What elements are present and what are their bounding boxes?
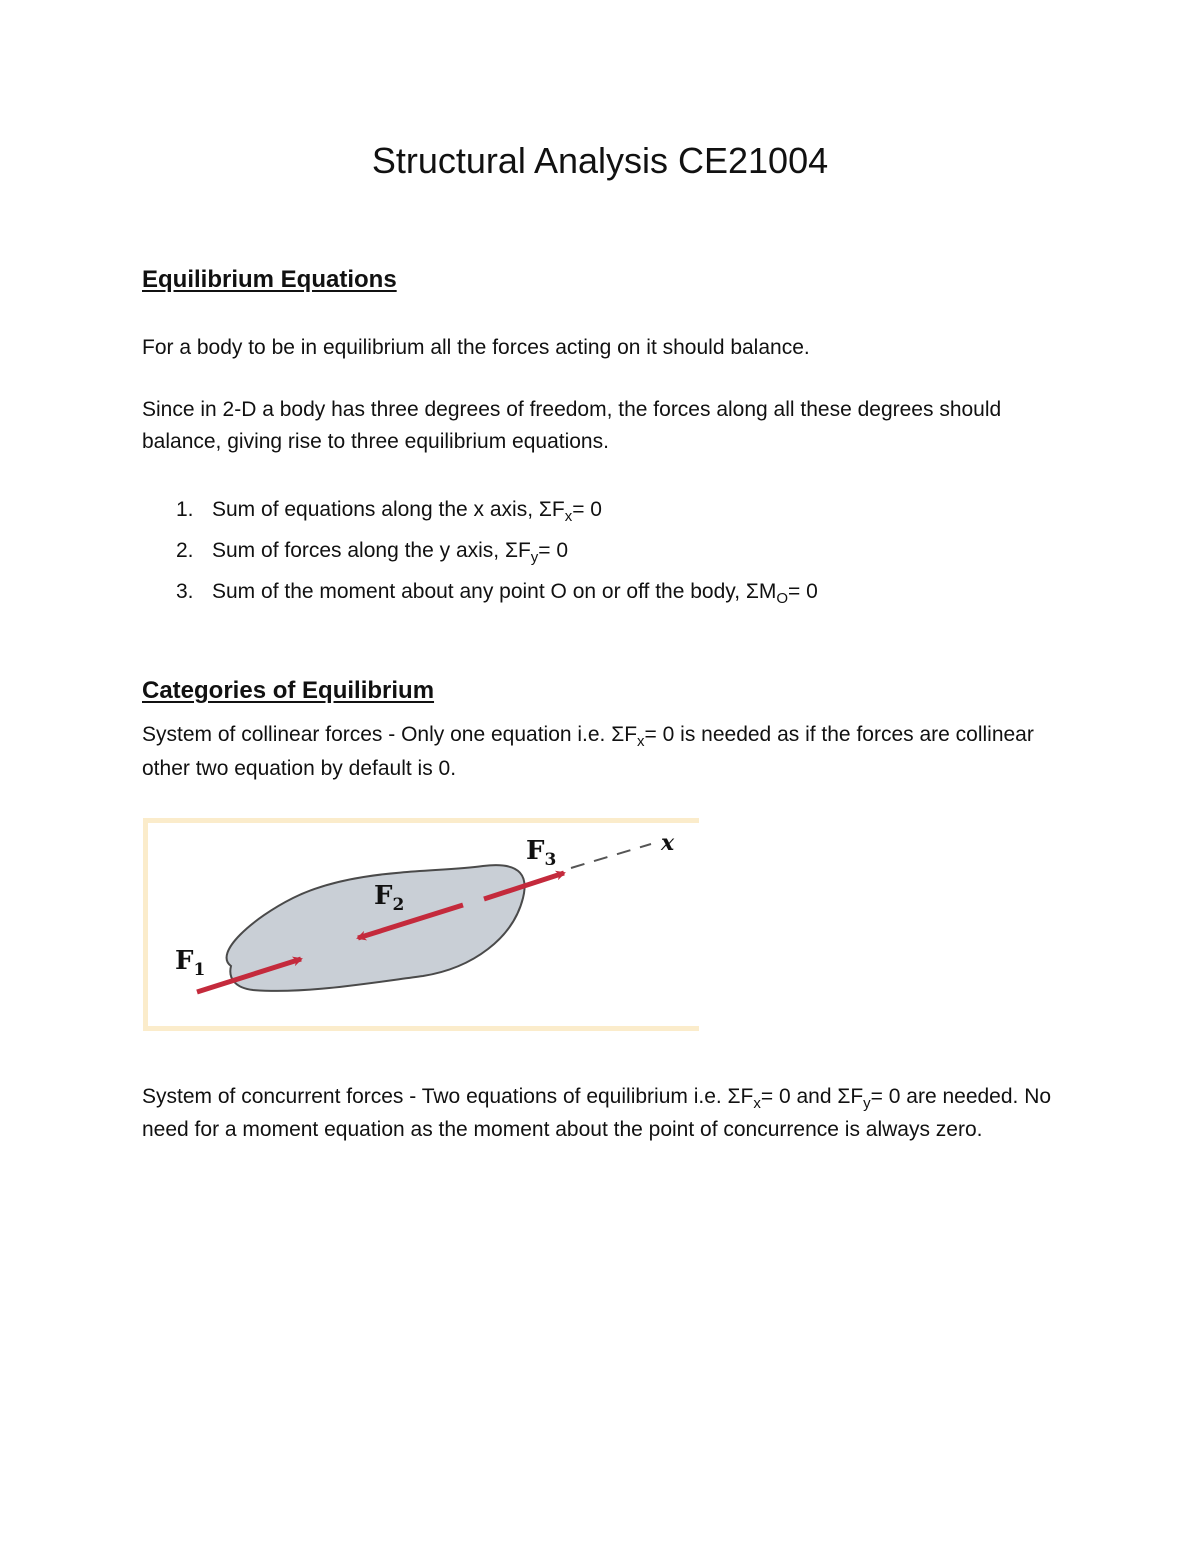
list-item xyxy=(142,494,1072,535)
list-item-text: Sum of forces along the y axis, $\Sigma F_y= 0$ xyxy=(212,539,569,566)
paragraph-concurrent-forces: System of concurrent forces - Two equations of equilibrium i.e. $\Sigma F_x= 0$ and $\Sigma F_y= 0$ are needed. No need for a moment equation as the moment about the point of concurrence is always zero. xyxy=(142,1085,1052,1141)
paragraph-equilibrium-intro: For a body to be in equilibrium all the forces acting on it should balance. xyxy=(142,336,810,359)
list-item-number: 3. xyxy=(176,580,194,603)
list-item-text: Sum of equations along the x axis, $\Sigma F_x= 0$ xyxy=(212,498,602,525)
list-item-number: 2. xyxy=(176,539,194,562)
list-item-text: Sum of the moment about any point O on or off the body, $\Sigma M_O= 0$ xyxy=(212,580,818,607)
list-item xyxy=(142,576,1072,617)
document-title: Structural Analysis CE21004 xyxy=(371,140,829,181)
force-f3-label: $F_3$ xyxy=(526,836,557,870)
x-axis-label: x xyxy=(661,830,675,856)
list-item-number: 1. xyxy=(176,498,194,521)
equilibrium-equations-list xyxy=(142,494,1072,617)
paragraph-collinear-forces: System of collinear forces - Only one equation i.e. $\Sigma F_x= 0$ is needed as if the forces are collinear other two equation by default is 0. xyxy=(142,723,1034,780)
force-f2-label: $F_2$ xyxy=(374,881,405,915)
paragraph-degrees-of-freedom: Since in 2-D a body has three degrees of freedom, the forces along all these degrees should balance, giving rise to three equilibrium equations. xyxy=(142,398,1002,453)
heading-categories-of-equilibrium: Categories of Equilibrium xyxy=(142,677,435,704)
force-f1-label: $F_1$ xyxy=(175,946,206,980)
collinear-forces-figure xyxy=(143,818,699,1034)
heading-equilibrium-equations: Equilibrium Equations xyxy=(142,266,397,293)
list-item xyxy=(142,535,1072,576)
